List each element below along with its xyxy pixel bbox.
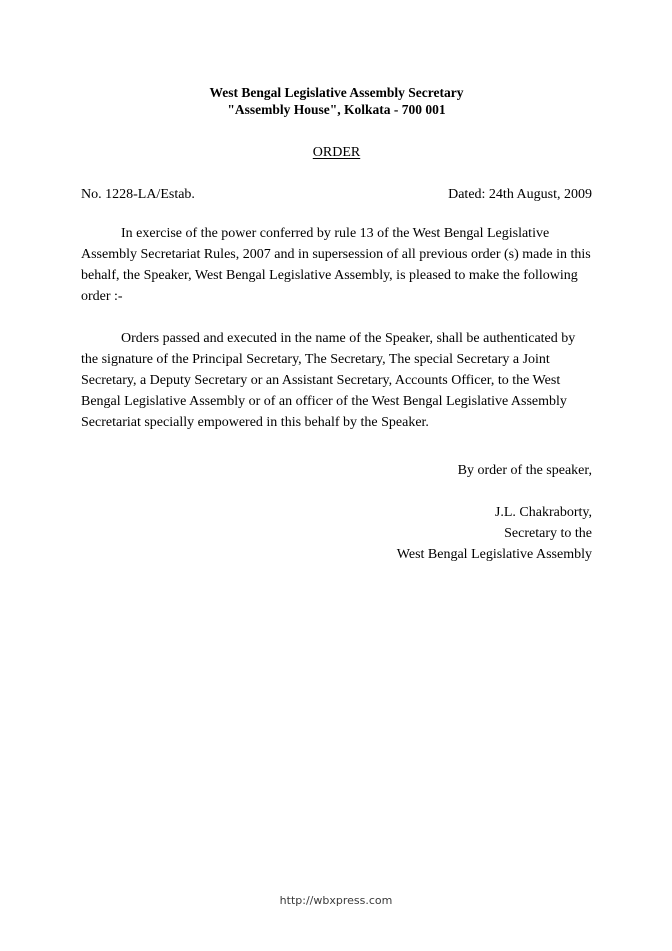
order-heading-text: ORDER	[312, 145, 361, 160]
body-paragraph-1: In exercise of the power conferred by rule 13 of the West Bengal Legislative Assembly Secretariat Rules, 2007 and in supersession of all previous order (s) made in this behalf, the Speaker, West Bengal Legislative Assembly, is pleased to make the following order :-	[81, 226, 591, 304]
letterhead	[81, 0, 592, 118]
signature-name: J.L. Chakraborty,	[494, 505, 592, 520]
reference-number: No. 1228-LA/Estab.	[81, 187, 195, 202]
footer-url: http://wbxpress.com	[279, 894, 393, 907]
page-footer	[0, 894, 672, 907]
letterhead-line-2: "Assembly House", Kolkata - 700 001	[227, 102, 446, 117]
signature-by-order: By order of the speaker,	[457, 463, 592, 478]
letterhead-line-1: West Bengal Legislative Assembly Secretary	[209, 85, 464, 100]
signature-designation: Secretary to the	[504, 526, 592, 541]
reference-line	[81, 184, 592, 205]
signature-organisation: West Bengal Legislative Assembly	[396, 547, 592, 562]
signature-spacer	[81, 481, 592, 502]
document-content	[81, 0, 592, 565]
body-paragraph-2: Orders passed and executed in the name of the Speaker, shall be authenticated by the signature of the Principal Secretary, The Secretary, The special Secretary a Joint Secretary, a Deputy Secretary or an Assistant Secretary, Accounts Officer, to the West Bengal Legislative Assembly or of an officer of the West Bengal Legislative Assembly Secretariat specially empowered in this behalf by the Speaker.	[81, 331, 576, 430]
order-heading	[81, 144, 592, 162]
signature-block	[81, 460, 592, 565]
reference-date: Dated: 24th August, 2009	[448, 187, 592, 202]
